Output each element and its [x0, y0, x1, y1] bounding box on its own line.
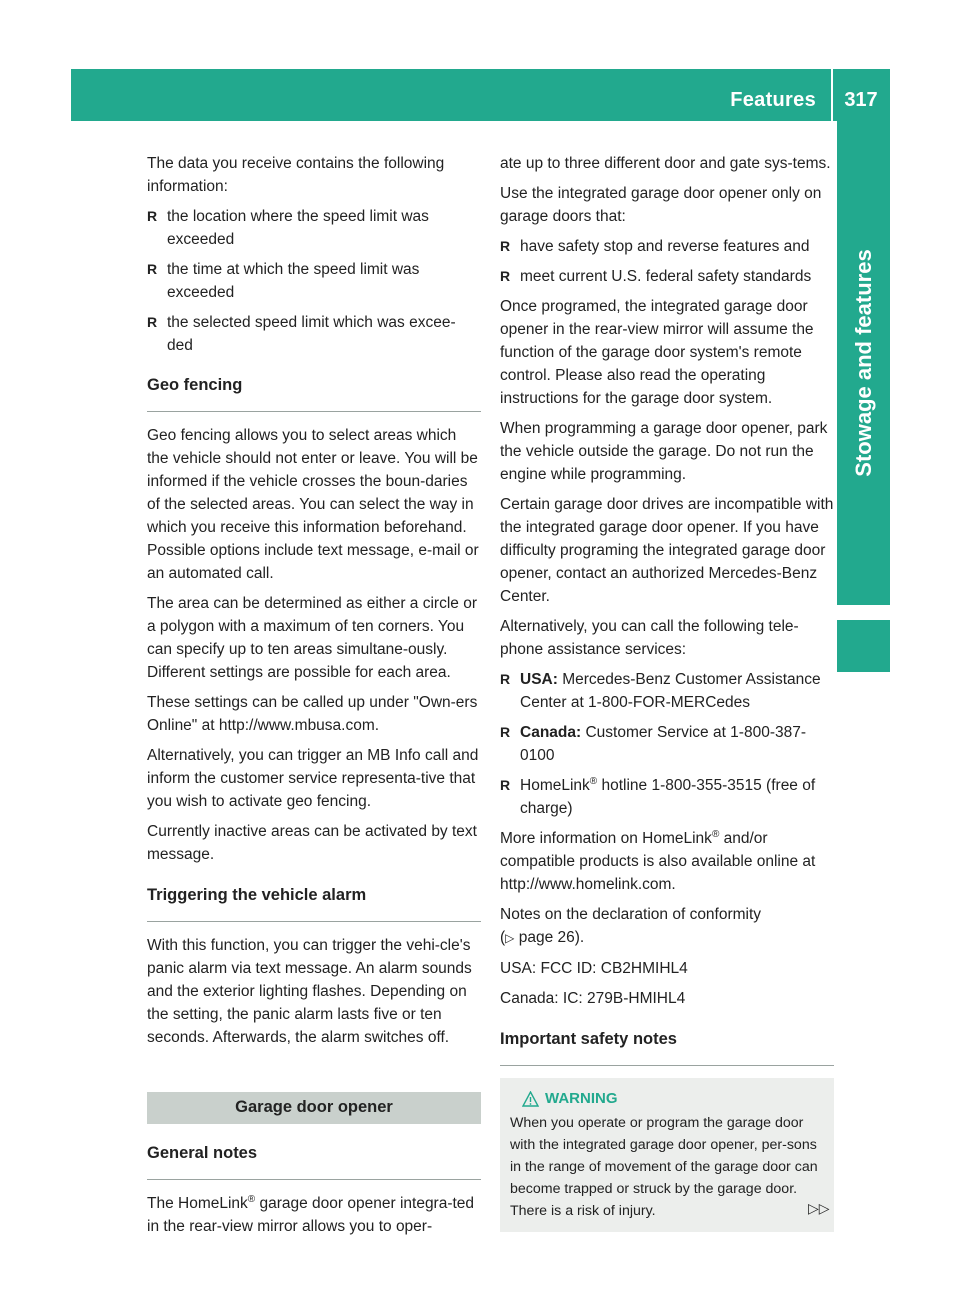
paragraph: More information on HomeLink® and/or compatible products is also available online at http://www.homelink.com.: [500, 828, 816, 893]
paragraph: Notes on the declaration of conformity (▷ page 26).: [500, 906, 762, 946]
garage-door-opener-section-heading: Garage door opener: [147, 1092, 481, 1124]
paragraph: ate up to three different door and gate sys-tems.: [500, 155, 831, 172]
paragraph: Alternatively, you can trigger an MB Info call and inform the customer service representa-tive that you wish to activate geo fencing.: [147, 747, 479, 810]
list-item: R have safety stop and reverse features and: [500, 235, 834, 258]
continue-arrows-icon: ▷▷: [808, 1200, 830, 1216]
paragraph: Geo fencing allows you to select areas which the vehicle should not enter or leave. You will be informed if the vehicle crosses the boun-daries of the selected areas. You can select the way in which you receive this information beforehand. Possible options include text message, e-mail or an automated call.: [147, 427, 479, 582]
right-column: [500, 152, 834, 1232]
page-number: 317: [844, 89, 878, 111]
paragraph: With this function, you can trigger the vehi-cle's panic alarm via text message. An alarm sounds and the exterior lighting flashes. Depending on the setting, the panic alarm lasts five or ten seconds. Afterwards, the alarm switches off.: [147, 937, 472, 1046]
warning-text: When you operate or program the garage door with the integrated garage door opener, per-sons in the range of movement of the garage door can become trapped or struck by the garage door. There is a risk of injury.: [510, 1115, 818, 1219]
list-item: R HomeLink® hotline 1-800-355-3515 (free of charge): [500, 774, 834, 820]
list-item: R the location where the speed limit was exceeded: [147, 205, 481, 251]
chapter-marker: [837, 620, 890, 672]
geo-fencing-heading: Geo fencing: [147, 374, 481, 412]
chapter-label: Stowage and features: [850, 249, 876, 477]
paragraph: When programming a garage door opener, park the vehicle outside the garage. Do not run the engine while programming.: [500, 420, 828, 483]
paragraph: Certain garage door drives are incompatible with the integrated garage door opener. If you have difficulty programing the integrated garage door opener, contact an authorized Mercedes-Benz Center.: [500, 496, 834, 605]
page-header-bar: [71, 69, 890, 121]
left-column: [147, 152, 481, 1245]
list-item: R the time at which the speed limit was exceeded: [147, 258, 481, 304]
intro-text: The data you receive contains the following information:: [147, 155, 445, 195]
ic-id: Canada: IC: 279B-HMIHL4: [500, 990, 686, 1007]
warning-triangle-icon: [522, 1091, 539, 1107]
list-item: R USA: Mercedes-Benz Customer Assistance Center at 1-800-FOR-MERCedes: [500, 668, 834, 714]
general-notes-heading: General notes: [147, 1142, 481, 1180]
paragraph: Once programed, the integrated garage door opener in the rear-view mirror will assume the function of the garage door system's remote control. Please also read the operating instructions for the garage door system.: [500, 298, 814, 407]
paragraph: Use the integrated garage door opener only on garage doors that:: [500, 185, 822, 225]
header-divider: [831, 69, 833, 121]
section-title: Features: [730, 89, 816, 111]
list-item: R meet current U.S. federal safety standards: [500, 265, 834, 288]
chapter-side-tab: [837, 121, 890, 605]
list-item: R Canada: Customer Service at 1-800-387-0100: [500, 721, 834, 767]
vehicle-alarm-heading: Triggering the vehicle alarm: [147, 884, 481, 922]
page-reference-arrow-icon: ▷: [505, 931, 515, 945]
paragraph: These settings can be called up under "Own-ers Online" at http://www.mbusa.com.: [147, 694, 478, 734]
warning-title: WARNING: [545, 1090, 618, 1107]
fcc-id: USA: FCC ID: CB2HMIHL4: [500, 960, 688, 977]
paragraph: Alternatively, you can call the following tele-phone assistance services:: [500, 618, 799, 658]
list-item: R the selected speed limit which was excee-ded: [147, 311, 481, 357]
safety-notes-heading: Important safety notes: [500, 1028, 834, 1066]
warning-box: [500, 1078, 834, 1232]
paragraph: Currently inactive areas can be activated by text message.: [147, 823, 477, 863]
paragraph: The HomeLink® garage door opener integra-ted in the rear-view mirror allows you to oper-: [147, 1193, 475, 1235]
paragraph: The area can be determined as either a circle or a polygon with a maximum of ten corners. You can specify up to ten areas simultane-ously. Different settings are possible for each area.: [147, 595, 477, 681]
